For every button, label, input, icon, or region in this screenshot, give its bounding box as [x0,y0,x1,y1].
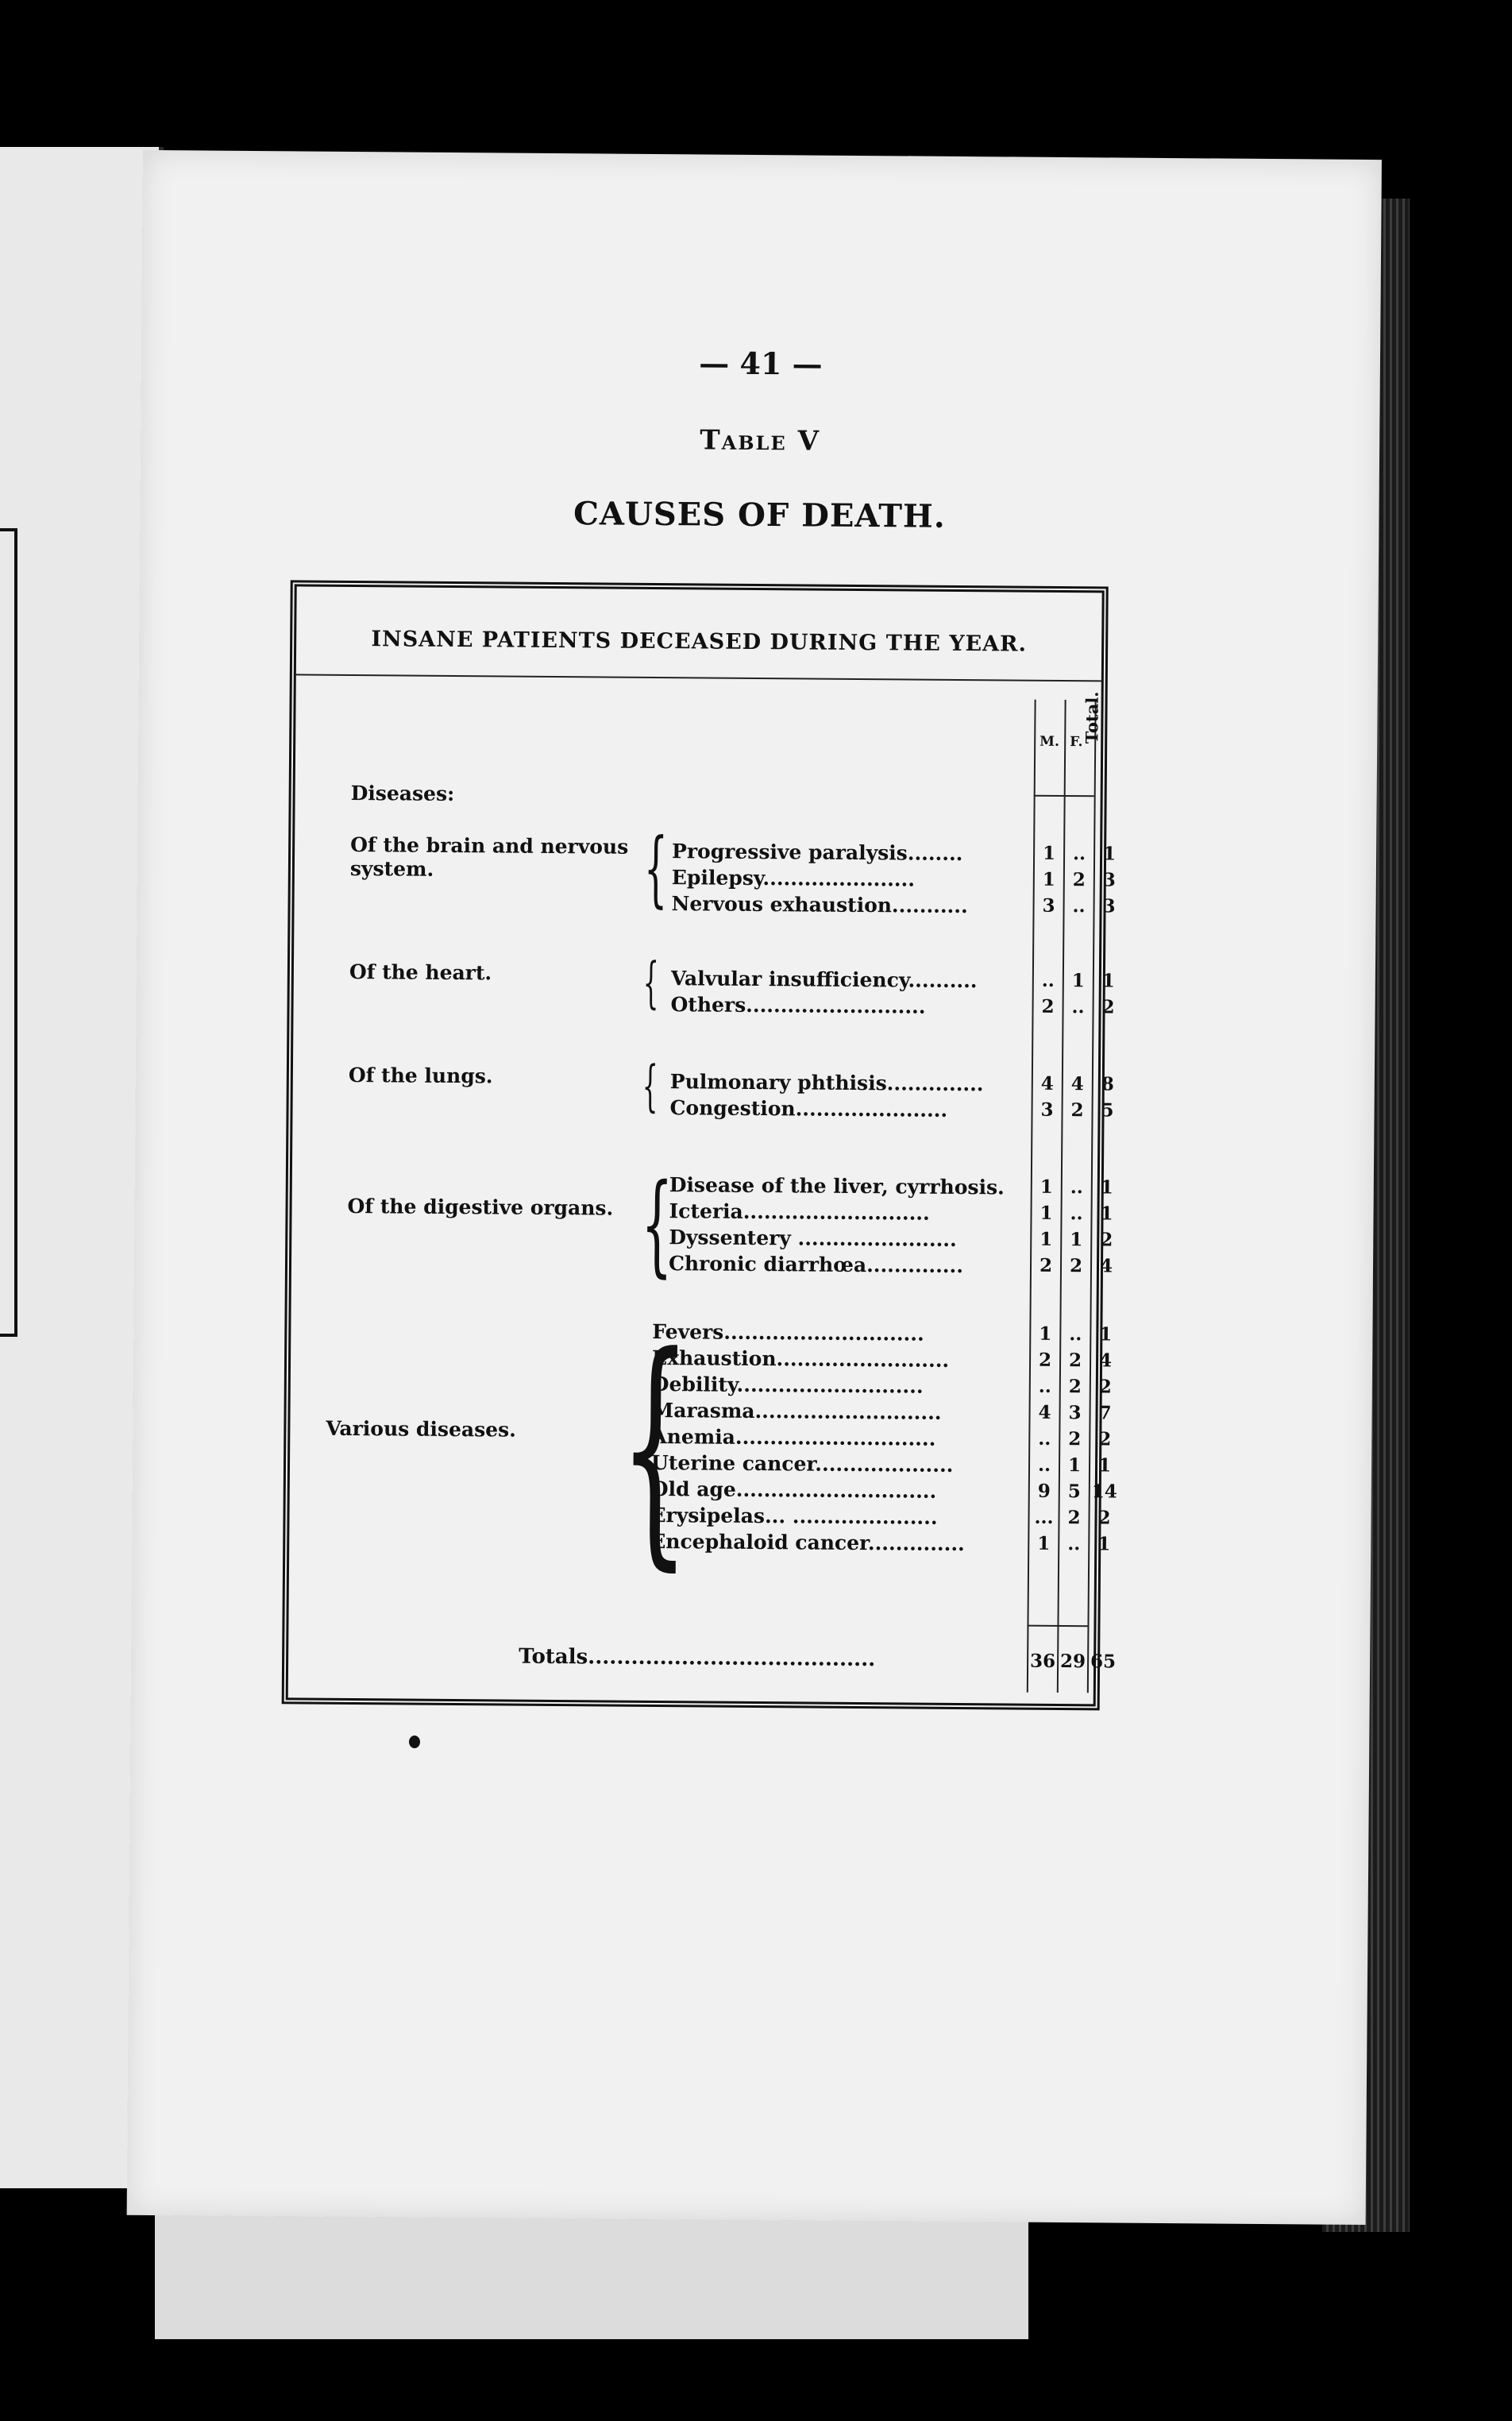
cell-f: 2 [1072,869,1086,891]
cell-f: 2 [1067,1507,1081,1529]
cell-total: 2 [1101,996,1115,1018]
cell-f: .. [1069,1323,1082,1346]
column-header-rule [1034,795,1094,797]
cell-f: 2 [1068,1428,1082,1450]
cell-m: 2 [1038,1349,1052,1371]
brace: { [642,951,659,1016]
cell-total: 2 [1097,1507,1111,1529]
table-row [293,990,1115,1021]
cell-f: .. [1071,996,1085,1018]
cell-m: .. [1041,969,1055,991]
cell-m: .. [1038,1375,1051,1397]
cell-total: 2 [1100,1229,1113,1251]
cell-total: 1 [1099,1323,1113,1346]
table-row [291,1249,1113,1280]
row-name: Encephaloid cancer.............. [650,1529,965,1556]
row-name: Epilepsy...................... [671,866,916,891]
cell-total: 2 [1098,1428,1112,1450]
column-header-f: F. [1070,734,1083,751]
cell-total: 1 [1100,1203,1113,1225]
cell-total: 1 [1101,970,1115,992]
cell-m: 1 [1037,1532,1051,1554]
cell-f: 2 [1070,1099,1084,1122]
cell-f: 2 [1068,1376,1082,1398]
cell-m: 3 [1042,894,1055,917]
totals-f: 29 [1059,1651,1086,1673]
cell-m: 1 [1039,1322,1052,1345]
bottom-paper-strip [155,2204,1028,2339]
cell-f: 4 [1070,1073,1084,1095]
group-label: Of the lungs. [348,1063,493,1088]
row-name: Valvular insufficiency.......... [670,967,978,993]
cell-m: ... [1034,1506,1054,1528]
cell-m: 4 [1040,1072,1054,1095]
cell-total: 4 [1099,1255,1113,1277]
cell-m: 1 [1040,1202,1053,1224]
cell-m: 1 [1040,1228,1053,1250]
cell-f: 3 [1068,1402,1082,1424]
row-name: Anemia............................. [651,1424,936,1450]
brace: { [643,820,669,917]
cell-f: .. [1067,1533,1081,1555]
cell-m: 4 [1038,1401,1051,1423]
cell-m: .. [1038,1427,1051,1450]
cell-m: 9 [1037,1480,1051,1502]
cell-f: .. [1070,1203,1083,1225]
table-row [289,1527,1111,1558]
page-number: — 41 — [699,345,823,382]
cell-m: 2 [1041,995,1055,1017]
row-name: Progressive paralysis........ [671,840,963,866]
brace: { [618,1303,692,1593]
row-name: Dyssentery ....................... [669,1226,957,1251]
row-name: Erysipelas... ..................... [650,1503,938,1529]
cell-total: 1 [1097,1533,1111,1555]
cell-total: 1 [1097,1454,1112,1477]
row-name: Congestion...................... [669,1096,948,1122]
row-name: Disease of the liver, cyrrhosis. [669,1173,1005,1199]
causes-table [282,580,1117,1710]
table-label: Table V [700,424,821,458]
cell-m: 3 [1040,1099,1054,1121]
table-heading: INSANE PATIENTS DECEASED DURING THE YEAR. [371,627,1028,657]
cell-total: 1 [1100,1176,1113,1199]
diseases-label: Diseases: [350,781,455,805]
totals-label: Totals........................................ [519,1644,876,1672]
cell-total: 1 [1102,843,1117,865]
cell-total: 5 [1101,1099,1114,1122]
brace: { [640,1159,673,1289]
row-name: Exhaustion......................... [651,1346,950,1372]
heading-rule [296,674,1101,682]
totals-row [288,1644,1117,1676]
cell-total: 2 [1098,1376,1112,1398]
row-name: Chronic diarrhœa.............. [668,1252,964,1278]
cell-f: 5 [1067,1481,1081,1503]
left-page-table-border [0,528,17,1337]
cell-total: 4 [1098,1350,1113,1372]
column-header-total: Total. [1082,691,1102,744]
cell-m: 1 [1042,842,1056,864]
cell-f: 2 [1069,1255,1083,1277]
group-label: Of the digestive organs. [347,1194,614,1220]
page-title: CAUSES OF DEATH. [573,495,946,535]
group-label: Of the heart. [349,960,492,985]
table-row [294,889,1116,921]
cell-m: 2 [1039,1254,1053,1276]
cell-f: 1 [1071,970,1085,992]
totals-total: 65 [1090,1651,1117,1673]
cell-f: 2 [1068,1350,1082,1372]
cell-total: 7 [1098,1402,1112,1424]
row-name: Fevers............................. [652,1319,924,1346]
cell-f: .. [1072,843,1086,865]
table-row [292,1093,1114,1125]
cell-f: .. [1070,1176,1083,1199]
row-name: Uterine cancer.................... [650,1450,954,1477]
row-name: Debility........................... [651,1372,924,1398]
row-name: Icteria........................... [669,1199,930,1225]
cell-f: .. [1072,895,1086,917]
cell-total: 3 [1102,895,1116,917]
row-name: Old age............................. [650,1477,937,1503]
cell-total: 3 [1102,869,1116,891]
ink-speck [409,1736,420,1748]
row-name: Others.......................... [670,993,926,1018]
cell-m: 1 [1042,868,1055,890]
cell-total: 8 [1101,1073,1114,1095]
cell-m: .. [1037,1454,1051,1476]
brace: { [642,1054,658,1119]
row-name: Marasma........................... [651,1398,942,1424]
group-label: Of the brain and nervous system. [349,832,629,881]
cell-f: 1 [1067,1454,1082,1477]
main-page [127,150,1382,2225]
totals-m: 36 [1029,1650,1056,1672]
cell-f: 1 [1070,1229,1083,1251]
row-name: Pulmonary phthisis.............. [669,1070,984,1096]
group-label: Various diseases. [326,1416,517,1442]
totals-rule [1027,1625,1087,1628]
cell-total: 14 [1091,1481,1117,1503]
cell-m: 1 [1040,1176,1053,1198]
row-name: Nervous exhaustion........... [671,892,968,918]
column-header-m: M. [1040,733,1060,750]
